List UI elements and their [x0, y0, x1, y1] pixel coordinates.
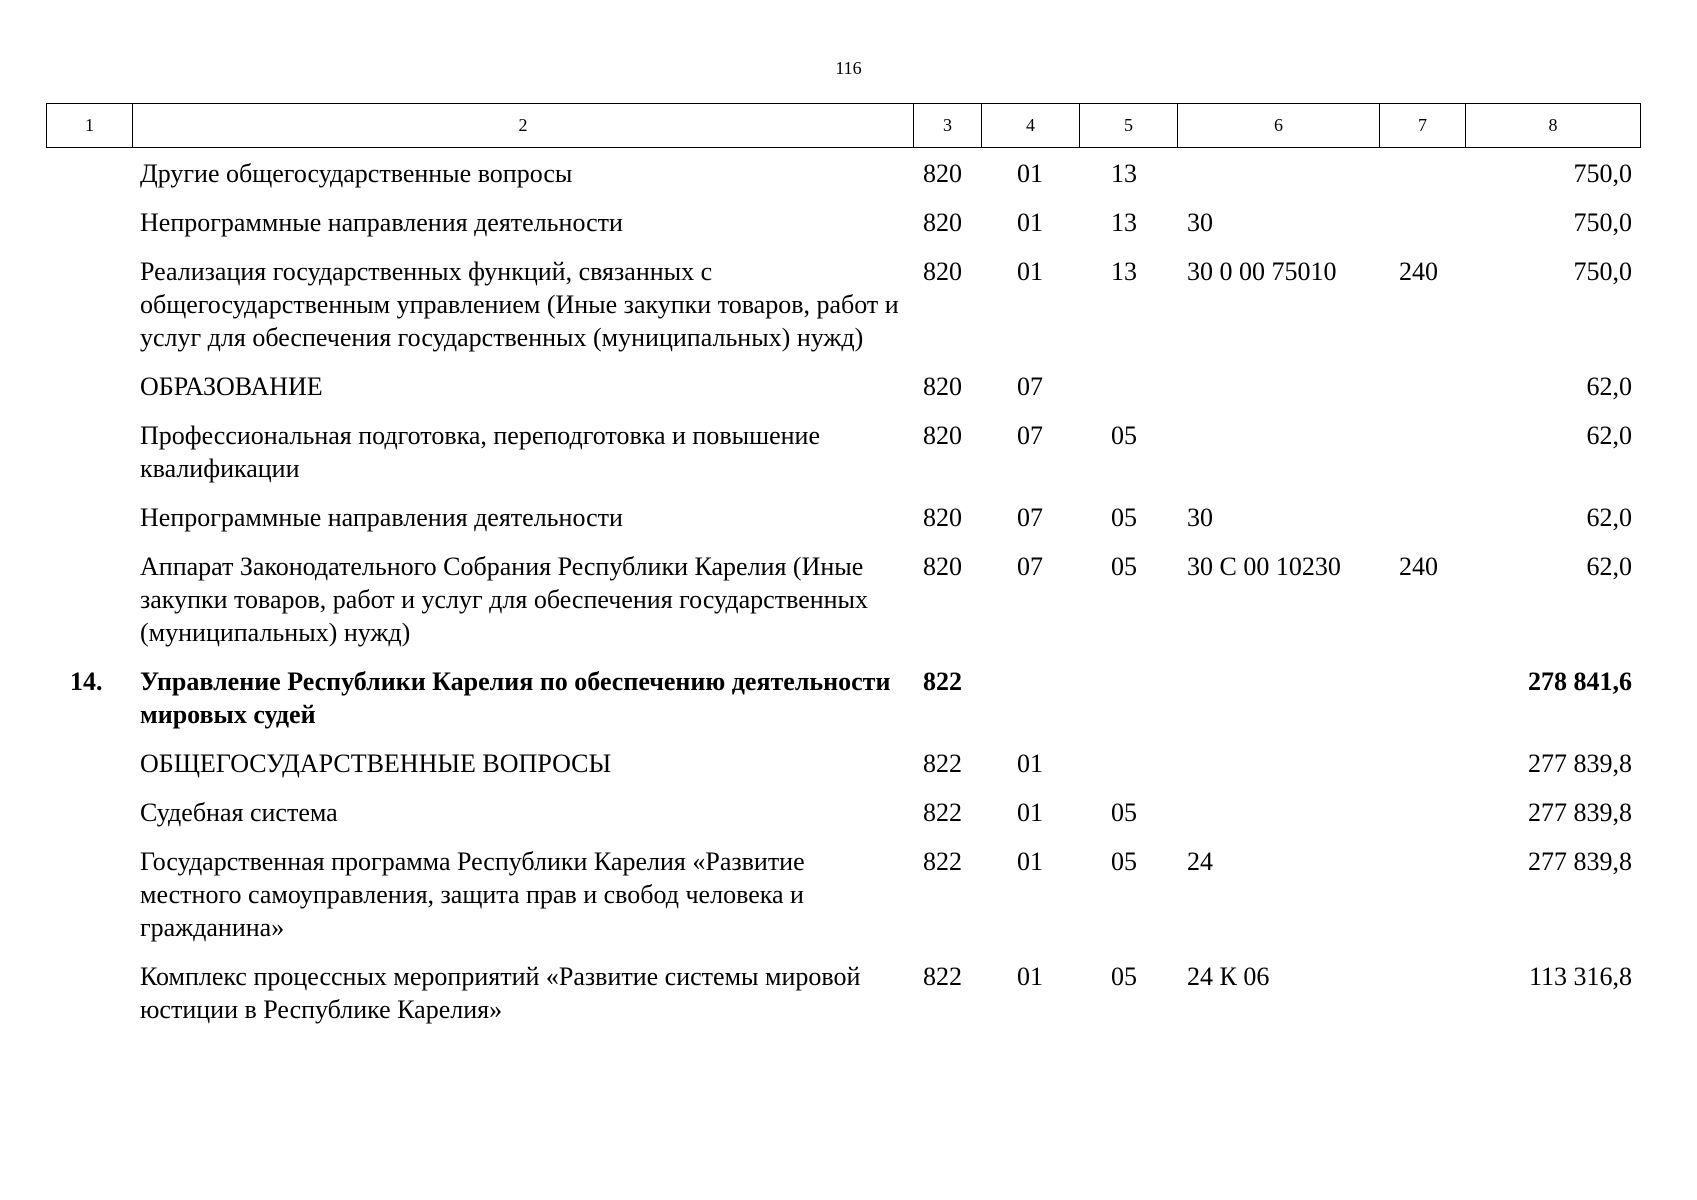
row-expense-type — [1379, 157, 1465, 190]
row-target-item: 30 — [1187, 208, 1213, 237]
row-target-item: 24 К 06 — [1187, 962, 1270, 991]
row-ministry-code: 820 — [923, 372, 962, 401]
row-name: ОБЩЕГОСУДАРСТВЕННЫЕ ВОПРОСЫ — [140, 749, 612, 778]
row-subsection — [1079, 747, 1177, 780]
row-number — [46, 550, 132, 649]
row-ministry-code: 820 — [923, 552, 962, 581]
row-ministry-code: 820 — [923, 208, 962, 237]
row-section: 01 — [1017, 749, 1043, 778]
table-row — [46, 960, 1640, 1026]
row-amount: 750,0 — [1573, 257, 1632, 286]
row-expense-type — [1379, 501, 1465, 534]
row-expense-type — [1379, 665, 1465, 731]
row-amount: 62,0 — [1586, 421, 1632, 450]
row-subsection: 05 — [1111, 552, 1137, 581]
column-header-1: 1 — [47, 104, 133, 148]
row-amount: 278 841,6 — [1528, 667, 1632, 696]
row-target-item — [1177, 419, 1379, 485]
table-row — [46, 747, 1640, 780]
row-target-item — [1177, 665, 1379, 731]
row-amount: 277 839,8 — [1528, 749, 1632, 778]
row-ministry-code: 820 — [923, 503, 962, 532]
row-subsection: 13 — [1111, 208, 1137, 237]
row-name: Непрограммные направления деятельности — [140, 208, 623, 237]
row-section: 07 — [1017, 552, 1043, 581]
row-target-item: 24 — [1187, 847, 1213, 876]
row-ministry-code: 822 — [923, 667, 962, 696]
table-row — [46, 419, 1640, 485]
row-ministry-code: 820 — [923, 421, 962, 450]
row-number — [46, 501, 132, 534]
table-row — [46, 550, 1640, 649]
column-header-7: 7 — [1380, 104, 1466, 148]
row-section: 01 — [1017, 208, 1043, 237]
row-name: Другие общегосударственные вопросы — [140, 159, 573, 188]
row-expense-type: 240 — [1399, 552, 1438, 581]
row-target-item: 30 0 00 75010 — [1187, 257, 1337, 286]
row-number — [46, 206, 132, 239]
row-section: 07 — [1017, 421, 1043, 450]
row-amount: 62,0 — [1586, 552, 1632, 581]
row-number — [46, 747, 132, 780]
table-row — [46, 501, 1640, 534]
row-amount: 277 839,8 — [1528, 798, 1632, 827]
row-section — [981, 665, 1079, 731]
column-header-3: 3 — [914, 104, 982, 148]
row-amount: 750,0 — [1573, 159, 1632, 188]
column-header-table — [46, 103, 1641, 148]
table-row-department — [46, 665, 1640, 731]
table-row — [46, 845, 1640, 944]
row-name: Непрограммные направления деятельности — [140, 503, 623, 532]
row-ministry-code: 820 — [923, 257, 962, 286]
table-row — [46, 206, 1640, 239]
row-ministry-code: 822 — [923, 847, 962, 876]
row-subsection: 05 — [1111, 847, 1137, 876]
table-row — [46, 370, 1640, 403]
row-number — [46, 255, 132, 354]
row-name: Аппарат Законодательного Собрания Республики Карелия (Иные закупки товаров, работ и услуг для обеспечения государственных (муниципальных) нужд) — [140, 552, 869, 647]
column-header-row — [47, 104, 1641, 148]
row-ministry-code: 822 — [923, 749, 962, 778]
column-header-6: 6 — [1178, 104, 1380, 148]
row-section: 07 — [1017, 503, 1043, 532]
table-row — [46, 157, 1640, 190]
row-name: Государственная программа Республики Карелия «Развитие местного самоуправления, защита прав и свобод человека и гражданина» — [140, 847, 805, 942]
page-number: 116 — [835, 58, 862, 78]
row-expense-type — [1379, 370, 1465, 403]
row-amount: 113 316,8 — [1528, 962, 1632, 991]
row-expense-type — [1379, 796, 1465, 829]
row-subsection: 05 — [1111, 798, 1137, 827]
row-expense-type — [1379, 419, 1465, 485]
row-target-item — [1177, 747, 1379, 780]
row-section: 01 — [1017, 962, 1043, 991]
column-header-2: 2 — [133, 104, 914, 148]
row-amount: 62,0 — [1586, 503, 1632, 532]
row-target-item — [1177, 157, 1379, 190]
row-number — [46, 796, 132, 829]
row-subsection — [1079, 665, 1177, 731]
row-expense-type: 240 — [1399, 257, 1438, 286]
row-amount: 62,0 — [1586, 372, 1632, 401]
row-amount: 750,0 — [1573, 208, 1632, 237]
column-header-8: 8 — [1466, 104, 1641, 148]
row-expense-type — [1379, 206, 1465, 239]
row-number — [46, 419, 132, 485]
row-name: Профессиональная подготовка, переподготовка и повышение квалификации — [140, 421, 821, 483]
row-name: Судебная система — [140, 798, 338, 827]
table-row — [46, 255, 1640, 354]
row-section: 01 — [1017, 257, 1043, 286]
row-number: 14. — [70, 667, 103, 696]
row-section: 01 — [1017, 798, 1043, 827]
row-target-item — [1177, 370, 1379, 403]
row-subsection: 13 — [1111, 257, 1137, 286]
row-ministry-code: 822 — [923, 798, 962, 827]
row-section: 07 — [1017, 372, 1043, 401]
row-expense-type — [1379, 960, 1465, 1026]
row-subsection: 05 — [1111, 421, 1137, 450]
row-number — [46, 960, 132, 1026]
row-subsection: 05 — [1111, 503, 1137, 532]
row-ministry-code: 820 — [923, 159, 962, 188]
row-expense-type — [1379, 747, 1465, 780]
column-header-5: 5 — [1080, 104, 1178, 148]
row-target-item: 30 С 00 10230 — [1187, 552, 1341, 581]
row-name: Реализация государственных функций, связанных с общегосударственным управлением (Иные закупки товаров, работ и услуг для обеспечения государственных (муниципальных) нужд) — [140, 257, 899, 352]
row-number — [46, 370, 132, 403]
row-name: Управление Республики Карелия по обеспечению деятельности мировых судей — [140, 667, 891, 729]
row-name: Комплекс процессных мероприятий «Развитие системы мировой юстиции в Республике Карелия» — [140, 962, 861, 1024]
row-target-item — [1177, 796, 1379, 829]
column-header-4: 4 — [982, 104, 1080, 148]
row-amount: 277 839,8 — [1528, 847, 1632, 876]
table-row — [46, 796, 1640, 829]
row-section: 01 — [1017, 159, 1043, 188]
row-subsection — [1079, 370, 1177, 403]
table-body — [46, 157, 1640, 1042]
row-name: ОБРАЗОВАНИЕ — [140, 372, 323, 401]
row-subsection: 05 — [1111, 962, 1137, 991]
row-expense-type — [1379, 845, 1465, 944]
row-number — [46, 845, 132, 944]
row-number — [46, 157, 132, 190]
row-ministry-code: 822 — [923, 962, 962, 991]
row-section: 01 — [1017, 847, 1043, 876]
row-subsection: 13 — [1111, 159, 1137, 188]
row-target-item: 30 — [1187, 503, 1213, 532]
